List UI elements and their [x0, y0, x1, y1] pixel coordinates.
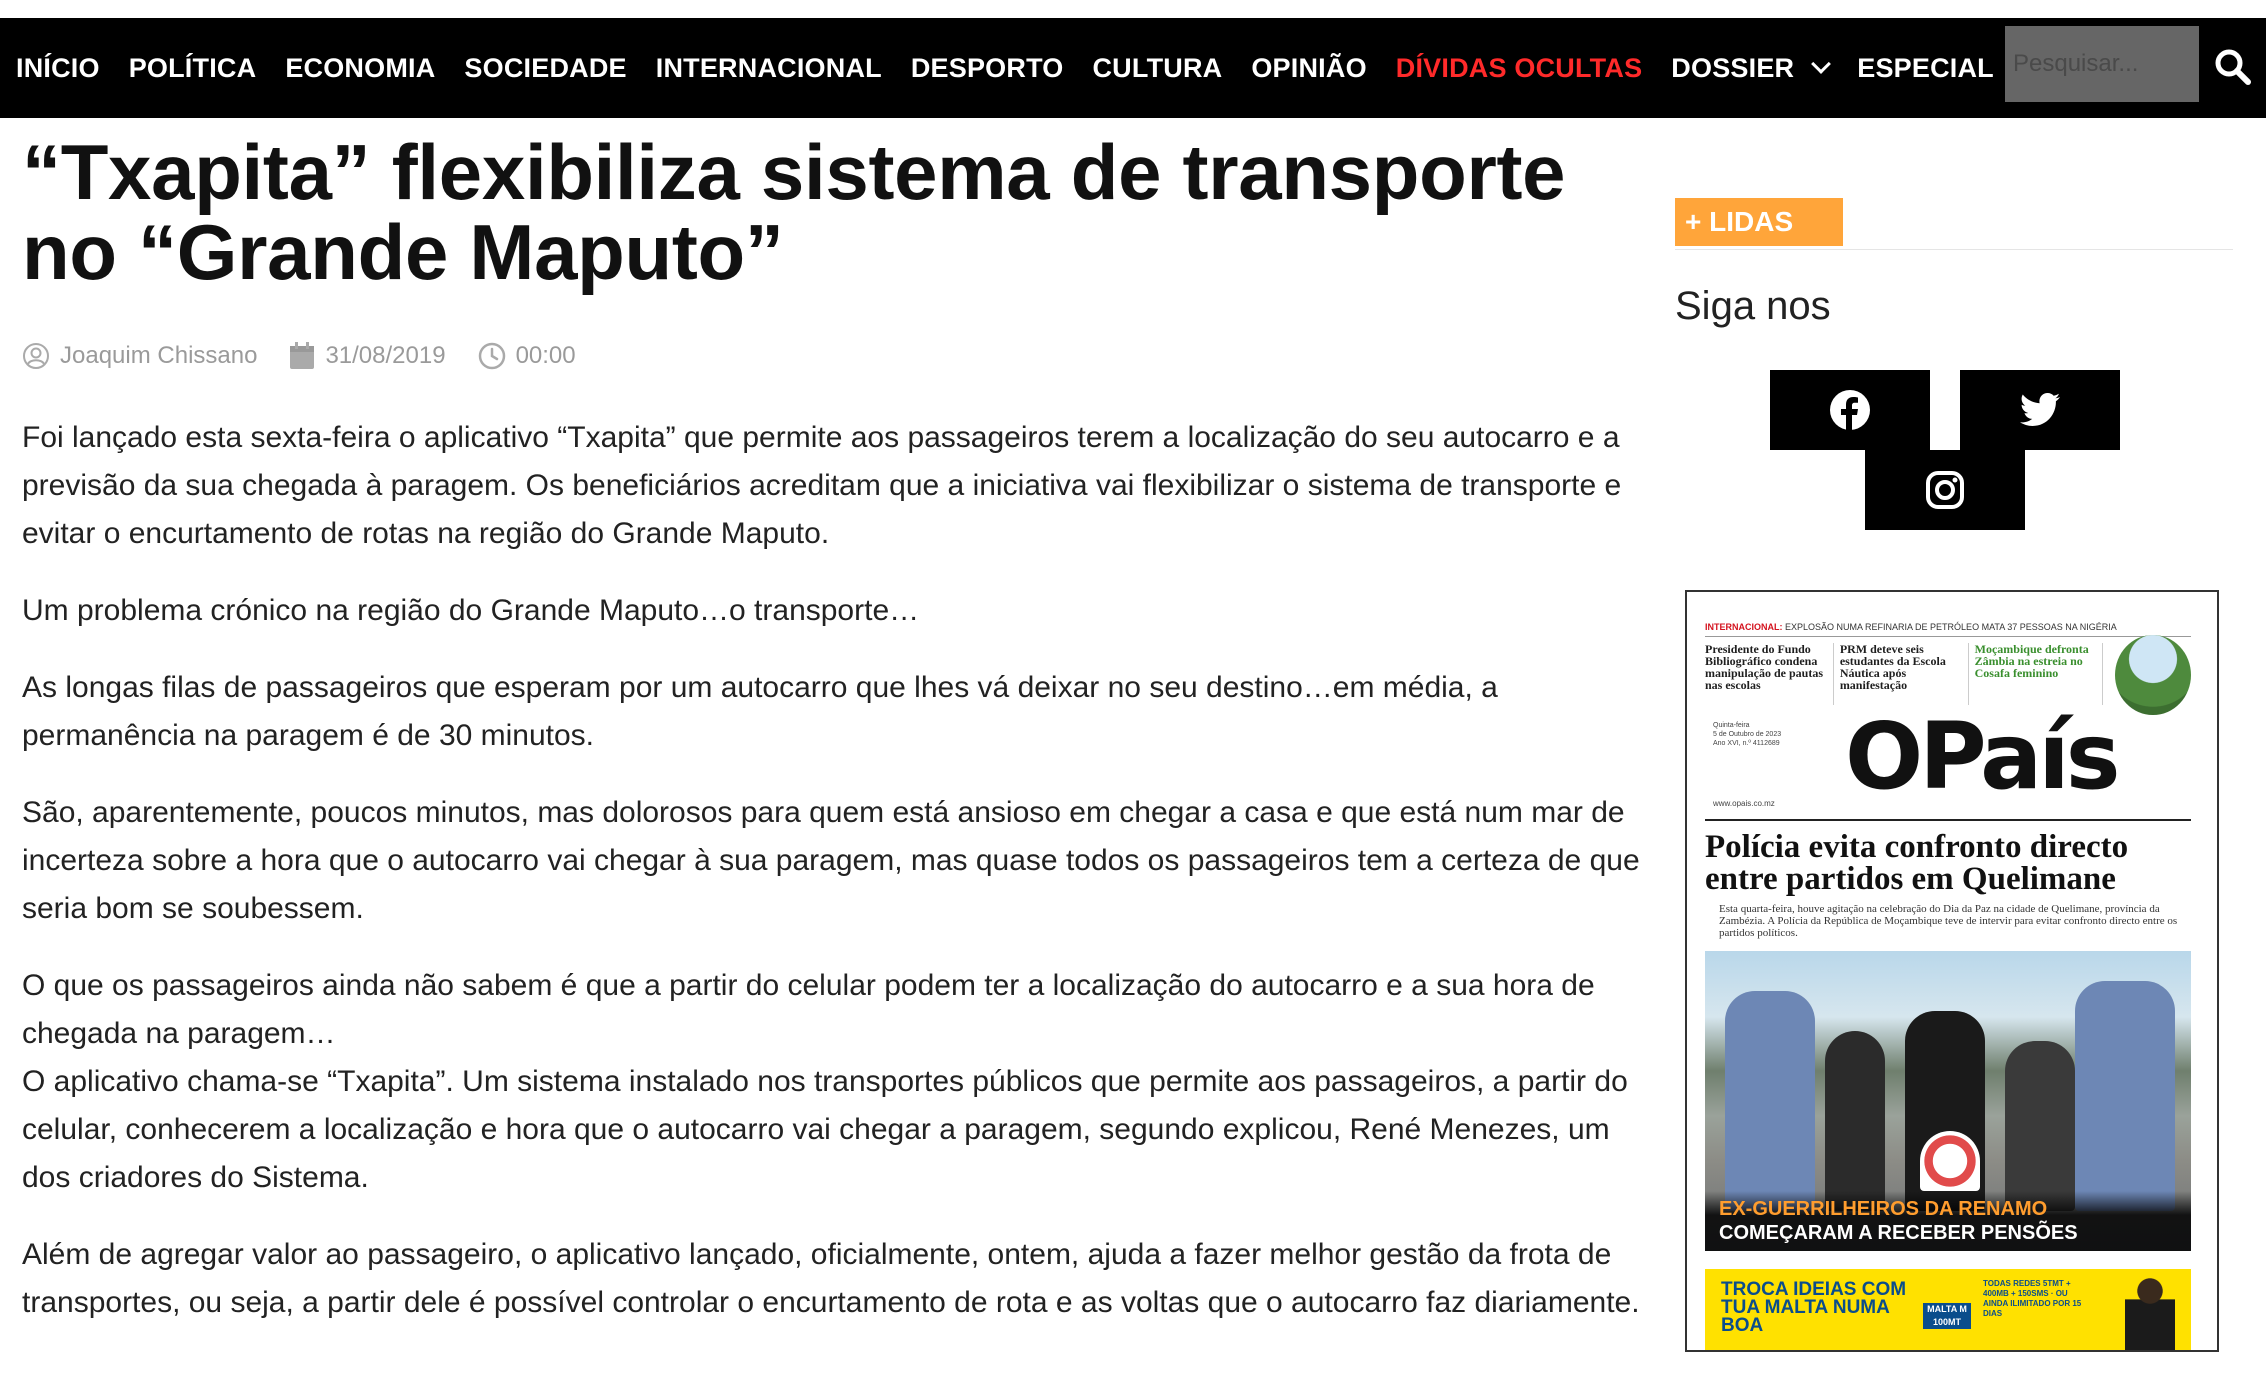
nav-opiniao[interactable]: OPINIÃO [1251, 52, 1367, 83]
paragraph: As longas filas de passageiros que esperam por um autocarro que lhes vá deixar no seu destino…em média, a permanência na paragem é de 30 minutos. [22, 671, 1498, 752]
newspaper-top-text: EXPLOSÃO NUMA REFINARIA DE PETRÓLEO MATA 37 PESSOAS NA NIGÉRIA [1785, 622, 2117, 632]
paragraph: São, aparentemente, poucos minutos, mas dolorosos para quem está ansioso em chegar a casa e que está num mar de incerteza sobre a hora que o autocarro vai chegar à sua paragem, mas quase todos os passageiros tem a certeza de que seria bom se soubessem. [22, 796, 1640, 925]
newspaper-headline: Polícia evita confronto directo entre partidos em Quelimane [1705, 829, 2129, 897]
newspaper-teasers [1705, 643, 2191, 705]
newspaper-top-strip [1705, 622, 2191, 637]
caption-line: COMEÇARAM A RECEBER PENSÕES [1719, 1222, 2078, 1244]
ad-badge: MALTA M 100MT [1923, 1303, 1971, 1329]
paragraph: Um problema crónico na região do Grande Maputo…o transporte… [22, 594, 920, 627]
article-meta [22, 338, 608, 374]
newspaper-logo: OPaís [1845, 703, 2117, 810]
nav-cultura[interactable]: CULTURA [1092, 52, 1223, 83]
article-body [22, 414, 1642, 1356]
newspaper-url: www.opais.co.mz [1713, 799, 1775, 808]
most-read-tab[interactable]: + LIDAS [1675, 198, 1843, 246]
newspaper-divider [1705, 819, 2191, 821]
paragraph: O aplicativo chama-se “Txapita”. Um sistema instalado nos transportes públicos que permite aos passageiros, a partir do celular, conhecerem a localização e hora que o autocarro vai chegar a paragem, segundo explicou, René Menezes, um dos criadores do Sistema. [22, 1065, 1628, 1194]
newspaper-teaser: Presidente do Fundo Bibliográfico condena manipulação de pautas nas escolas [1705, 643, 1834, 705]
photo-figure [2075, 981, 2175, 1211]
newspaper-photo-caption [1705, 1191, 2191, 1251]
photo-figure [1725, 991, 1815, 1211]
newspaper-date-line: 5 de Outubro de 2023 [1713, 731, 1782, 738]
follow-us-heading: Siga nos [1675, 284, 1831, 328]
ad-headline: TROCA IDEIAS COM TUA MALTA NUMA BOA [1721, 1279, 1907, 1336]
nav-dossier[interactable] [1671, 53, 1828, 84]
newspaper-date [1713, 721, 1823, 748]
photo-wreath [1920, 1131, 1980, 1191]
paragraph: Além de agregar valor ao passageiro, o aplicativo lançado, oficialmente, ontem, ajuda a fazer melhor gestão da frota de transportes, ou seja, a partir dele é possível controlar o encurtamento de rota e as voltas que o autocarro faz diariamente. [22, 1238, 1640, 1319]
search-input[interactable] [2005, 26, 2199, 102]
calendar-icon [289, 342, 315, 370]
top-nav-bar [0, 18, 2266, 118]
paragraph: Foi lançado esta sexta-feira o aplicativo “Txapita” que permite aos passageiros terem a localização do seu autocarro e a previsão da sua chegada à paragem. Os beneficiários acreditam que a iniciativa vai flexibilizar o sistema de transporte e evitar o encurtamento de rotas na região do Grande Maputo. [22, 421, 1622, 550]
ad-offer-text: TODAS REDES 5TMT + 400MB + 150SMS · OU AINDA ILIMITADO POR 15 DIAS [1983, 1279, 2082, 1318]
instagram-link[interactable] [1865, 450, 2025, 530]
nav-internacional[interactable]: INTERNACIONAL [655, 52, 882, 83]
article-time: 00:00 [515, 342, 576, 369]
ad-person [2125, 1275, 2175, 1352]
paragraph: O que os passageiros ainda não sabem é que a partir do celular podem ter a localização do autocarro e a sua hora de chegada na paragem… [22, 969, 1595, 1050]
nav-especial-label: ESPECIAL [1857, 52, 1994, 83]
photo-figure [1825, 1031, 1885, 1211]
clock-icon [478, 342, 506, 370]
newspaper-page [1705, 622, 2191, 1352]
article-title: “Txapita” flexibiliza sistema de transporte no “Grande Maputo” [22, 128, 1566, 296]
date-link[interactable] [289, 342, 445, 370]
main-nav [16, 18, 2057, 118]
search-icon [2210, 44, 2256, 90]
twitter-icon [2020, 393, 2060, 427]
nav-politica[interactable]: POLÍTICA [128, 52, 257, 83]
nav-economia[interactable]: ECONOMIA [285, 52, 436, 83]
twitter-link[interactable] [1960, 370, 2120, 450]
newspaper-teaser: PRM deteve seis estudantes da Escola Náutica após manifestação [1840, 643, 1969, 705]
newspaper-section-label: INTERNACIONAL: [1705, 622, 1783, 632]
nav-desporto[interactable]: DESPORTO [910, 52, 1064, 83]
newspaper-lede: Esta quarta-feira, houve agitação na celebração do Dia da Paz na cidade de Quelimane, província da Zambézia. A Polícia da República de Moçambique teve de intervir para evitar confronto directo entre os partidos políticos. [1719, 903, 2178, 939]
instagram-icon [1926, 471, 1964, 509]
most-read-header [1675, 198, 2233, 250]
author-link[interactable] [22, 342, 257, 370]
nav-sociedade[interactable]: SOCIEDADE [464, 52, 627, 83]
caption-line: EX-GUERRILHEIROS DA RENAMO [1719, 1198, 2048, 1220]
nav-inicio[interactable]: INÍCIO [16, 52, 100, 83]
newspaper-masthead [1705, 703, 2191, 811]
article-date: 31/08/2019 [325, 342, 446, 369]
user-icon [22, 342, 50, 370]
nav-dividas-ocultas[interactable]: DÍVIDAS OCULTAS [1395, 52, 1643, 83]
nav-especial[interactable] [1857, 53, 2028, 84]
chevron-down-icon [1811, 54, 1831, 74]
newspaper-cover[interactable] [1685, 590, 2219, 1352]
time-meta [478, 342, 576, 370]
search-button[interactable] [2210, 44, 2256, 90]
newspaper-date-line: Quinta-feira [1713, 722, 1750, 729]
newspaper-thumbnail [2115, 635, 2191, 715]
facebook-icon [1829, 389, 1871, 431]
facebook-link[interactable] [1770, 370, 1930, 450]
newspaper-ad [1705, 1269, 2191, 1352]
nav-dossier-label: DOSSIER [1671, 52, 1795, 83]
newspaper-date-line: Ano XVI, n.º 4112689 [1713, 740, 1780, 747]
photo-figure [2005, 1041, 2075, 1211]
newspaper-teaser: Moçambique defronta Zâmbia na estreia no Cosafa feminino [1975, 643, 2104, 705]
newspaper-photo [1705, 951, 2191, 1251]
author-name: Joaquim Chissano [60, 342, 258, 369]
